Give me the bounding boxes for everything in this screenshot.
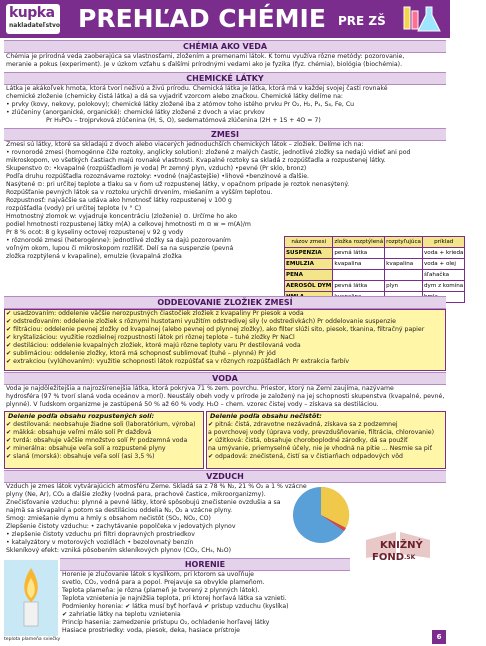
table-cell: voda + olej [422, 259, 464, 270]
zmesi-line: Skupenstvo ⊙: •kvapalné (rozpúšťadlom je voda) Pr zemný plyn, vzduch) •pevné (Pr sklo, bronz) [6, 165, 307, 172]
section-voda-header: VODA [4, 372, 446, 385]
chemia-line: Chémia je prírodná veda zaoberajúca sa vlastnosťami, zložením a premenami látok. K tomu využíva rôzne metódy: pozorovanie, [6, 53, 405, 60]
table-row [285, 259, 465, 270]
horenie-line: svetlo, CO₂, vodná para a popol. Prejavuje sa obvykle plameňom. [62, 579, 265, 586]
water-impurities-line: ✔ pitná: čistá, zdravotne nezávadná, získava sa z podzemnej [208, 421, 398, 428]
zmesi-line: voľným okom, lupou či mikroskopom rozlíšiť. Delí sa na suspenzie (pevná [6, 245, 234, 252]
zmesi-line: Rozpustnosť: najväčšie sa udáva ako hmotnosť látky rozpustenej v 100 g [6, 197, 232, 204]
separation-line: ✔ extrakciou (vylúhovaním): využitie schopnosti látok rozpúšťať sa v rôznych rozpúšťadlách Pr extrakcia farbív [6, 358, 350, 365]
zmesi-line: Pr 8 % ocot: 8 g kyseliny octovej rozpustenej v 92 g vody [6, 229, 184, 236]
table-header: názov zmesi [285, 237, 333, 248]
vzduch-line: najmä sa skvapalní a potom sa destiláciou oddelia N₂, O₂ a vzácne plyny. [6, 507, 233, 514]
horenie-line: Horenie je zlučovanie látok s kyslíkom, pri ktorom sa uvoľňuje [62, 571, 254, 578]
separation-line: ✔ sublimáciou: oddelenie zložky, ktorá má schopnosť sublimovať (tuhé – plynné) Pr jód [6, 350, 276, 357]
section-horenie-header: HORENIE [60, 558, 350, 571]
table-cell: PENA [285, 270, 333, 281]
table-header-row [285, 237, 465, 248]
latky-line: • prvky (kovy, nekovy, polokovy); chemické látky zložené iba z atómov toho istého prvku Pr O₂, H₂, P₄, S₈, Fe, Cu [6, 101, 355, 108]
separation-line: ✔ kryštalizáciou: využitie rozdielnej rozpustnosti látok pri rôznej teplote – tuhé zložky Pr NaCl [6, 334, 295, 341]
water-salts-line: ✔ minerálna: obsahuje veľa solí a rozpustené plyny [6, 445, 166, 452]
section-latky-header: CHEMICKÉ LÁTKY [4, 72, 446, 85]
water-impurities-title: Delenie podľa obsahu nečistôt: [210, 412, 322, 420]
table-cell: šľahačka [422, 270, 464, 281]
table-cell: dym z komína [422, 281, 464, 292]
zmesi-line: Zmesi sú látky, ktoré sa skladajú z dvoch alebo viacerých jednoduchších chemických látok – zložiek. Delíme ich na: [6, 141, 364, 148]
table-cell [385, 270, 423, 281]
voda-line: Voda je najdôležitejšia a najrozšírenejšia látka, ktorá pokrýva 71 % zem. povrchu. Priestor, ktorý na Zemi zaujíma, nazývame [6, 385, 394, 392]
table-row [285, 281, 465, 292]
candle-icon [4, 560, 58, 636]
zmesi-line: • rovnorodé zmesi (homogénne čiže roztoky, anglicky solution): zložené z malých častíc, jednotlivé zložky sa nedajú vidieť ani pod [6, 149, 411, 156]
separation-line: ✔ destiláciou: oddelenie kvapalných zložiek, ktoré majú rôzne teploty varu Pr destilovaná voda [6, 342, 301, 349]
table-cell: voda + krieda [422, 248, 464, 259]
table-cell: kvapalina [385, 259, 423, 270]
latky-line: Pr H₃PO₄ – trojprvková zlúčenina (H, S, O), sedematómová zlúčenina (2H + 1S + 4O = 7) [46, 117, 321, 124]
header-bar [0, 0, 450, 38]
water-salts-title: Delenie podľa obsahu rozpustených solí: [8, 412, 155, 420]
candle-label: teplota plameňa sviečky [4, 637, 61, 642]
latky-line: chemické zloženie (chemicky čistá látka) a dá sa vyjadriť vzorcom alebo značkou. Chemické látky delíme na: [6, 93, 343, 100]
separation-line: ✔ filtráciou: oddelenie pevnej zložky od kvapalnej (alebo pevnej od plynnej zložky), ako filter slúži sito, piesok, tkanina, filtračný papier [6, 326, 425, 333]
publisher-logo [6, 4, 60, 34]
table-cell: kvapalina [333, 259, 385, 270]
water-salts-line: ✔ destilovaná: neobsahuje žiadne soli (laboratórium, výroba) [6, 421, 196, 428]
table-cell: plyn [385, 281, 423, 292]
separation-line: ✔ usadzovaním: oddelenie väčšie nerozpustných čiastočiek zložiek z kvapaliny Pr piesok a voda [6, 310, 304, 317]
page-subtitle: PRE ZŠ [338, 14, 386, 28]
table-header: zložka rozptýlená [333, 237, 385, 248]
brand-line2: FOND [372, 552, 405, 563]
mixtures-table [284, 236, 465, 303]
vzduch-line: Zlepšenie čistoty vzduchu: • zachytávanie popolčeka v jedovatých plynov [6, 523, 236, 530]
water-impurities-line: na umývanie, priemyselné účely, nie je vhodná na pitie ... Nesmie sa piť [208, 445, 432, 452]
separation-line: ✔ odstreďovaním: oddelenie zložiek s rôznymi hustotami využitím odstredivej sily (v odstredivkách) Pr oddelovanie suspenzie [6, 318, 396, 325]
section-vzduch-header: VZDUCH [4, 470, 446, 483]
voda-line: plynné). V ľudskom organizme je zastúpená 50 % až 60 % vody. H₂O – chem. vzorec čistej vody – získava sa destiláciou. [6, 401, 379, 408]
vzduch-line: Znečisťovanie vzduchu: plynné a pevné látky, ktoré spôsobujú znečistenie ovzdušia a sa [6, 499, 281, 506]
vzduch-line: Vzduch je zmes látok vytvárajúcich atmosféru Zeme. Skladá sa z 78 % N₂, 21 % O₂ a 1 % vzácne [6, 483, 307, 490]
zmesi-line: zložka rozptýlená v kvapaline), emulzie (kvapalná zložka [6, 253, 182, 260]
horenie-line: Hasiace prostriedky: voda, piesok, deka, hasiace prístroje [62, 627, 240, 634]
horenie-line: Teplota vznietenia je najnižšia teplota, pri ktorej horľavá látka sa vznieti. [62, 595, 287, 602]
water-impurities-line: a povrchovej vody (úprava vody, prevzdušňovanie, filtrácia, chlorovanie) [208, 429, 435, 436]
zmesi-line: Nasýtené ⊙: pri určitej teplote a tlaku sa v ňom už rozpustenej látky, v opačnom prípade je roztok nenasýtený. [6, 181, 350, 188]
voda-line: hydrosféra (97 % tvorí slaná voda oceánov a morí). Neustály obeh vody v prírode je založený na jej schopnosti skupenstva (kvapalné, pevné, [6, 393, 445, 400]
table-row [285, 270, 465, 281]
zmesi-line: mikroskopom, vo všetkých častiach majú rovnaké vlastnosti. Kvapalné roztoky sa skladá z rozpúšťadla a rozpustenej látky. [6, 157, 386, 164]
horenie-line: Podmienky horenia: ✔ látka musí byť horľavá ✔ prístup vzduchu (kyslíka) [62, 603, 289, 610]
table-cell: SUSPENZIA [285, 248, 333, 259]
horenie-line: ✔ zahriatie látky na teplotu vznietenia [62, 611, 181, 618]
zmesi-line: podiel hmotnosti rozpustenej látky m(A) a celkovej hmotnosti m ⊙ w = m(A)/m [6, 221, 251, 228]
chemia-line: meranie a pokus (experiment). Je v úzkom vzťahu s ďalšími prírodnými vedami ako je fyzika (fyz. chémia), biológia (biochémia). [6, 61, 403, 68]
table-row [285, 248, 465, 259]
zmesi-line: Rozpúšťanie pevných látok sa v roztoku urýchli drvením, miešaním a vyšším teplotou. [6, 189, 273, 196]
vzduch-line: • zlepšenie čistoty vzduchu pri filtri dopravných prostriedkov [6, 531, 195, 538]
table-cell: EMULZIA [285, 259, 333, 270]
water-salts-line: ✔ tvrdá: obsahuje väčšie množstvo solí Pr podzemná voda [6, 437, 188, 444]
horenie-line: Princíp hasenia: zamedzenie prístupu O₂, ochladenie horľavej látky [62, 619, 270, 626]
table-cell [333, 270, 385, 281]
table-cell [385, 248, 423, 259]
section-oddelovanie-header: ODDEĽOVANIE ZLOŽIEK ZMESÍ [4, 296, 446, 309]
vzduch-line: • katalyzátory v motorových vozidlách • bezolovnatý benzín [6, 539, 194, 546]
brand-suffix: .SK [404, 554, 416, 561]
water-salts-line: ✔ slaná (morská): obsahuje veľa solí (asi 3,5 %) [6, 453, 155, 460]
logo-subtext: nakladateľstvo [9, 22, 61, 29]
zmesi-line: Hmotnostný zlomok w: vyjadruje koncentráciu (zloženie) ⊙. Určíme ho ako [6, 213, 238, 220]
flask-icon [402, 3, 442, 35]
vzduch-line: plyny (Ne, Ar), CO₂ a ďalšie zložky (vodná para, prachové častice, mikroorganizmy). [6, 491, 266, 498]
table-cell: pevná látka [333, 281, 385, 292]
section-chemia-header: CHÉMIA AKO VEDA [4, 40, 446, 53]
table-header: príklad [422, 237, 464, 248]
brand-line1: KNIŽNÝ [380, 540, 423, 551]
zmesi-line: • rôznorodé zmesi (heterogénne): jednotlivé zložky sa dajú pozorovaním [6, 237, 231, 244]
table-cell: AEROSÓL DYM [285, 281, 333, 292]
page-title: PREHĽAD CHÉMIE [78, 4, 326, 33]
air-composition-pie [290, 484, 352, 546]
zmesi-line: Podľa druhu rozpúšťadla rozoznávame roztoky: •vodné (najčastejšie) •lihové •benzínové a ďalšie. [6, 173, 309, 180]
logo-text: kupka [9, 5, 55, 21]
water-salts-line: ✔ mäkká: obsahuje veľmi málo solí Pr dažďová [6, 429, 152, 436]
horenie-line: Teplota plameňa: je rôzna (plameň je tvorený z plynných látok). [62, 587, 260, 594]
water-impurities-line: ✔ úžitková: čistá, obsahuje choroboplodné zárodky, dá sa použiť [208, 437, 408, 444]
table-header: rozptyľujúca [385, 237, 423, 248]
zmesi-line: rozpúšťadla (vody) pri určitej teplote (v ° C) [6, 205, 142, 212]
vzduch-line: Skleníkový efekt: vzniká pôsobením skleníkových plynov (CO₂, CH₄, N₂O) [6, 547, 232, 554]
latky-line: Látka je akákoľvek hmota, ktorá tvorí neživú a živú prírodu. Chemická látka je látka, ktorá má v každej svojej časti rovnaké [6, 85, 388, 92]
table-cell: pevná látka [333, 248, 385, 259]
section-zmesi-header: ZMESI [4, 128, 446, 141]
water-impurities-line: ✔ odpadová: znečistená, čistí sa v čistiarňach odpadových vôd [208, 453, 403, 460]
latky-line: • zlúčeniny (anorganické, organické): chemické látky zložené z dvoch a viac prvkov [6, 109, 265, 116]
vzduch-line: Smog: zmiešanie dymu a hmly s obsahom nečistôt (SO₂, NO₂, CO) [6, 515, 211, 522]
page-number: 6 [432, 630, 446, 644]
